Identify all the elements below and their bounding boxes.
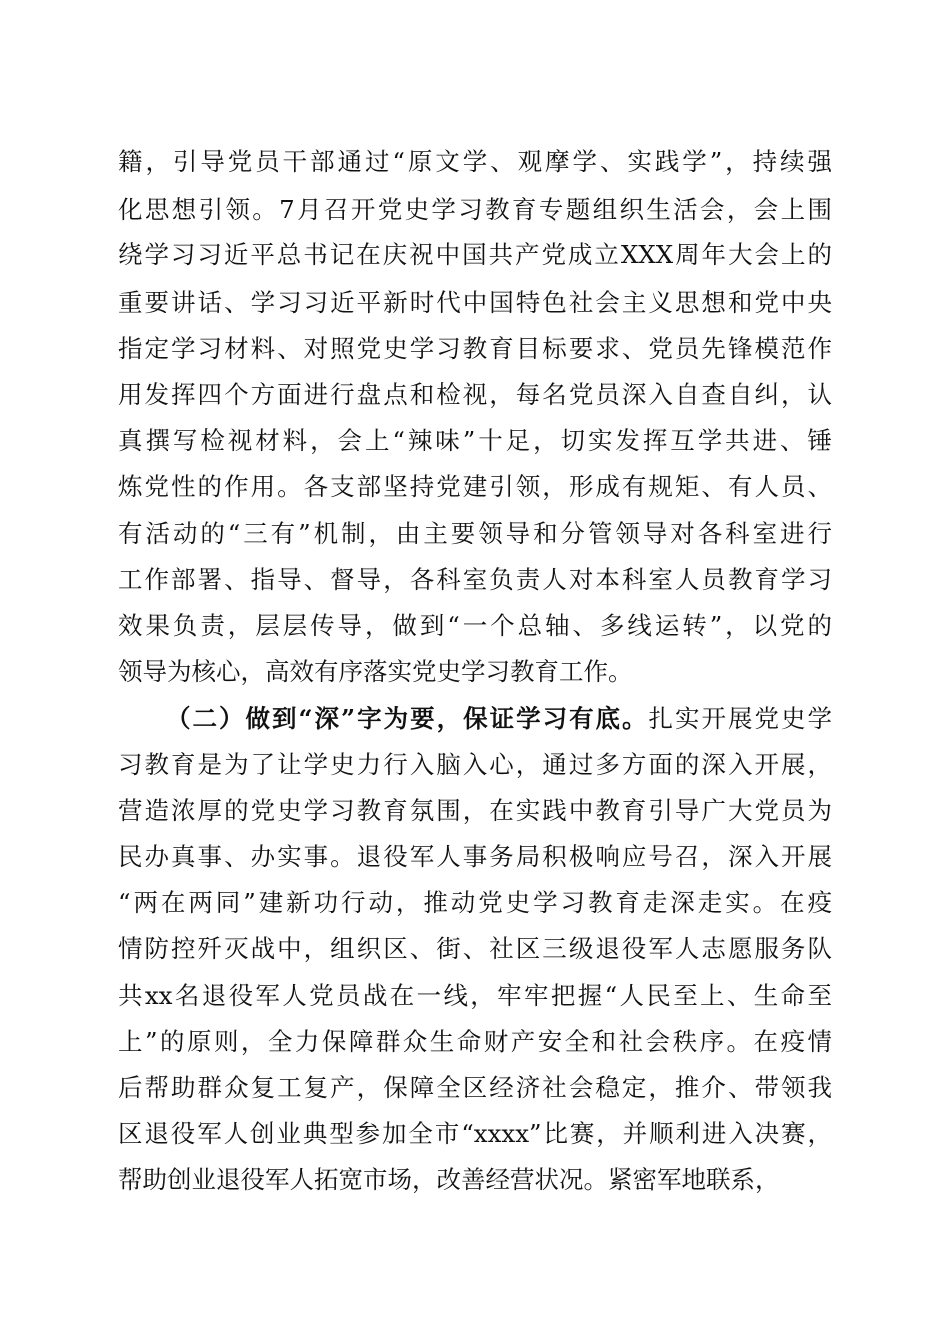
section-heading: （二）做到“深”字为要，保证学习有底。 [166,704,649,733]
paragraph-1-line-11: 效果负责，层层传导，做到“一个总轴、多线运转”，以党的 [118,611,832,640]
paragraph-1-line-2: 化思想引领。7月召开党史学习教育专题组织生活会，会上围 [118,195,832,224]
paragraph-2-line-7: 共xx名退役军人党员战在一线，牢牢把握“人民至上、生命至 [118,981,832,1010]
paragraph-1-line-9: 有活动的“三有”机制，由主要领导和分管领导对各科室进行 [118,519,832,548]
paragraph-1-line-12: 领导为核心，高效有序落实党史学习教育工作。 [118,657,633,686]
paragraph-2-line-1-text: 扎实开展党史学 [648,704,833,733]
paragraph-1-line-3: 绕学习习近平总书记在庆祝中国共产党成立XXX周年大会上的 [118,240,832,269]
paragraph-1-line-4: 重要讲话、学习习近平新时代中国特色社会主义思想和党中央 [118,288,832,317]
paragraph-2-line-6: 情防控歼灭战中，组织区、街、社区三级退役军人志愿服务队 [118,934,832,963]
paragraph-1-line-8: 炼党性的作用。各支部坚持党建引领，形成有规矩、有人员、 [118,472,832,501]
paragraph-1-line-5: 指定学习材料、对照党史学习教育目标要求、党员先锋模范作 [118,334,832,363]
paragraph-2-line-11: 帮助创业退役军人拓宽市场，改善经营状况。紧密军地联系， [118,1165,780,1194]
paragraph-1-line-1: 籍，引导党员干部通过“原文学、观摩学、实践学”，持续强 [118,147,832,176]
paragraph-1-line-7: 真撰写检视材料，会上“辣味”十足，切实发挥互学共进、锤 [118,426,832,455]
paragraph-2-line-2: 习教育是为了让学史力行入脑入心，通过多方面的深入开展， [118,750,832,779]
paragraph-2-line-9: 后帮助群众复工复产，保障全区经济社会稳定，推介、带领我 [118,1073,832,1102]
paragraph-2-line-3: 营造浓厚的党史学习教育氛围，在实践中教育引导广大党员为 [118,796,832,825]
paragraph-2-line-10: 区退役军人创业典型参加全市“xxxx”比赛，并顺利进入决赛， [118,1119,832,1148]
paragraph-2-line-5: “两在两同”建新功行动，推动党史学习教育走深走实。在疫 [118,888,832,917]
paragraph-2-line-4: 民办真事、办实事。退役军人事务局积极响应号召，深入开展 [118,842,832,871]
paragraph-2-first-line [166,704,832,734]
paragraph-1-line-6: 用发挥四个方面进行盘点和检视，每名党员深入自查自纠，认 [118,380,832,409]
paragraph-1-line-10: 工作部署、指导、督导，各科室负责人对本科室人员教育学习 [118,565,832,594]
paragraph-2-line-8: 上”的原则，全力保障群众生命财产安全和社会秩序。在疫情 [118,1027,832,1056]
